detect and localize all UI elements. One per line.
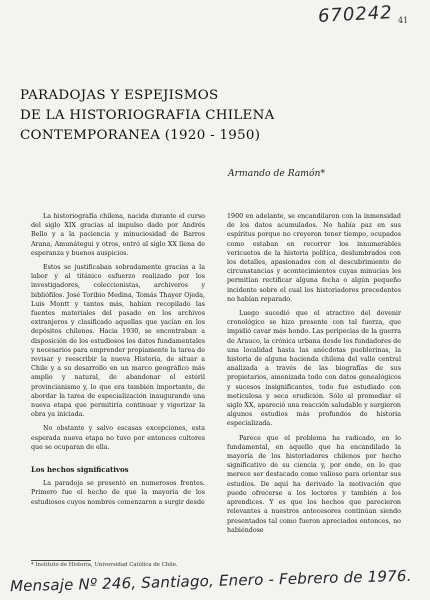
body-paragraph: La historiografía chilena, nacida durante el curso del siglo XIX gracias al impulso dado por Andrés Bello y a la paciencia y minuciosidad de Barros Arana, Amunátegui y otros, entró al siglo XX llena de esperanza y buenos auspicios. [31, 213, 205, 257]
title-line: PARADOJAS Y ESPEJISMOS [20, 88, 219, 103]
section-heading: Los hechos significativos [31, 465, 129, 475]
handwritten-source-note: Mensaje Nº 246, Santiago, Enero - Febrero de 1976. [9, 566, 412, 596]
footnote: * Instituto de Historia, Universidad Católica de Chile. [31, 562, 178, 568]
article-title [20, 86, 380, 146]
footnote-divider [31, 560, 91, 561]
body-paragraph: Parece que el problema ha radicado, en lo fundamental, en aquello que ha encandilado la mayoría de los historiadores chilenos por hecho significativo de su ciencia y, por ende, en lo que merece ser destacado como valioso para orientar sus estudios. De aquí ha derivado la motivación que puede ofrecerse a los lectores y también a los aprendices. Y es que los hechos que parecieron relevantes a nuestros antecesores continúan siendo presentados tal como fueron apreciados entonces, no habiéndose [227, 434, 401, 534]
page-number: 41 [398, 16, 409, 25]
body-paragraph: No obstante y salvo escasas excepciones, esta esperada nueva etapa no tuvo por entonces cultores que se ocuparan de ella. [31, 425, 205, 451]
right-text-column [227, 212, 401, 540]
body-paragraph: Estos se justificaban sobradamente gracias a la labor y al titánico esfuerzo realizado por los investigadores, coleccionistas, archiveros y bibliófilos. José Toribio Medina, Tomás Thayer Ojeda, Luis Montt y tantos más, habían recopilado las fuentes materiales del pasado en los archivos extranjeros y clasificado aquellas que yacían en los depósitos chilenos. Hacia 1930, se encontraban a disposición de los estudiosos los datos fundamentales y necesarios para emprender propiamente la tarea de revisar y reescribir la nueva Historia, de situar a Chile y a su desarrollo en un marco geográfico más amplio y natural, de abandonar el estéril provincianismo y, lo que era también importante, de abordar la tarea de especialización inaugurando una nueva etapa que permitiría continuar y vigorizar la obra ya iniciada. [31, 264, 205, 419]
body-paragraph: 1900 en adelante, se encandilaron con la inmensidad de los datos acumulados. No había paz en sus espíritus porque no creyeron tener tiempo, ocupados como estaban en recorrer los innumerables vericuetos de la historia política, deslumbrados con los detalles, apasionados con el descubrimiento de circunstancias y acontecimientos cuyas minucias les permitían rectificar alguna fecha o algún pequeño incidente sobre el cual los historiadores precedentes no habían reparado. [227, 213, 401, 303]
handwritten-catalog-number: 670242 [317, 2, 394, 27]
title-line: DE LA HISTORIOGRAFIA CHILENA [20, 108, 275, 123]
title-line: CONTEMPORANEA (1920 - 1950) [20, 128, 261, 143]
left-text-column [31, 212, 205, 512]
article-author: Armando de Ramón* [228, 168, 326, 179]
body-paragraph: La paradoja se presentó en numerosos frentes. Primero fue el hecho de que la mayoría de los estudiosos cuyos nombres comenzaron a surgir desde [31, 480, 205, 506]
body-paragraph: Luego sucedió que el atractivo del devenir cronológico se hizo presente con tal fuerza, que impidió cavar más hondo. Las peripecias de la guerra de Arauco, la crónica urbana desde los fundadores de una localidad hasta las anécdotas pueblerinas, la historia de alguna hacienda chilena del valle central analizada a través de las biografías de sus propietarios, amenizada todo con datos genealógicos y sucesos insignificantes, todo fue estudiado con meticulosa y seca erudición. Sólo al promediar el siglo XX, apareció una reacción saludable y surgieron algunos estudios más profundos de historia especializada. [227, 310, 401, 428]
